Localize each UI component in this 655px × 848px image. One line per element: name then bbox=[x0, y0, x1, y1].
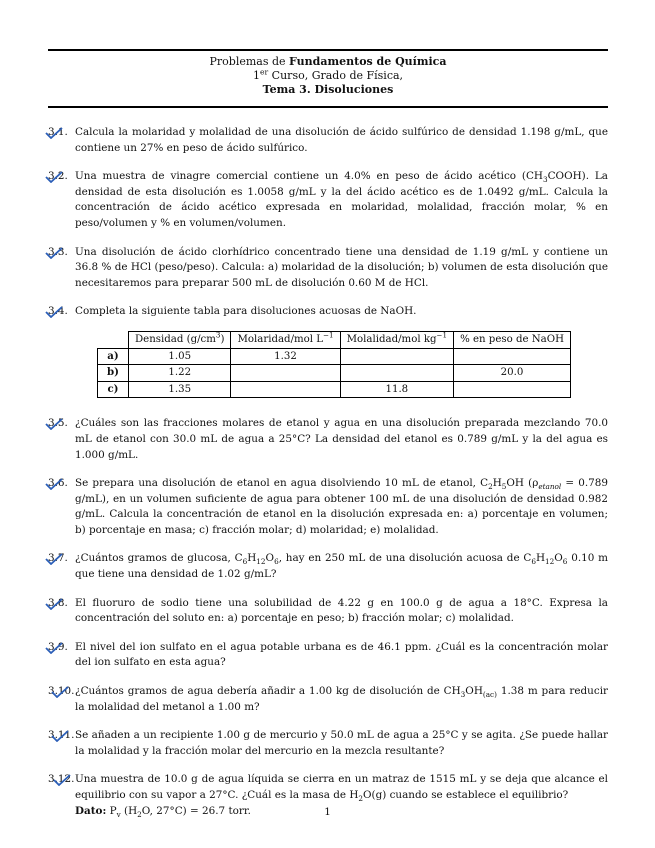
problem-3-7: 3.7. ¿Cuántos gramos de glucosa, $C_6H_{12}O_6$, hay en 250 mL de una disolución acuosa de $C_6H_{12}O_6$ 0.10 m que tiene una densidad de 1.02 g/mL? bbox=[48, 551, 608, 582]
column-header: Densidad $(g/cm^3)$ bbox=[129, 331, 231, 348]
problem-number: 3.6. bbox=[48, 477, 68, 490]
problem-3-10: 3.10. ¿Cuántos gramos de agua debería añadir a 1.00 kg de disolución de $CH_3OH_{(ac)}$ 1.38 m para reducir la molalidad del metanol a 1.00 m? bbox=[48, 685, 608, 713]
checkmark-icon bbox=[45, 478, 63, 490]
column-header: Molalidad/mol $kg^{-1}$ bbox=[340, 331, 453, 348]
header-top-rule bbox=[48, 49, 608, 51]
table-row: b) 1.22 20.0 bbox=[98, 365, 571, 382]
problem-3-3 bbox=[48, 245, 608, 292]
checkmark-icon bbox=[53, 774, 71, 786]
column-header: % en peso de NaOH bbox=[454, 331, 571, 348]
problem-text: Calcula la molaridad y molalidad de una disolución de ácido sulfúrico de densidad 1.198 g/mL, que contiene un 27% en peso de ácido sulfúrico. bbox=[75, 126, 608, 154]
year-line: 1er Curso, Grado de Física, bbox=[252, 67, 404, 82]
problem-number: 3.10. bbox=[48, 685, 75, 698]
problem-number: 3.7. bbox=[48, 552, 68, 565]
checkmark-icon bbox=[45, 598, 63, 610]
problem-3-5 bbox=[48, 416, 608, 463]
naoh-table bbox=[97, 331, 571, 398]
problem-3-6: 3.6. Se prepara una disolución de etanol en agua disolviendo 10 mL de etanol, $C_2H_5OH$ ($\rho_{etanol} = 0.789$ g/mL), en un volumen suficiente de agua para obtener 100 mL de una disolución de densidad 0.982 g/mL. Calcula la concentración de etanol en la disolución expresada en: a) porcentaje en volumen; b) porcentaje en masa; c) fracción molar; d) molaridad; e) molalidad. bbox=[48, 476, 608, 538]
problem-text: Se añaden a un recipiente 1.00 g de mercurio y 50.0 mL de agua a 25°C y se agita. ¿Se puede hallar la molalidad y la fracción molar del mercurio en la mezcla resultante? bbox=[75, 729, 608, 757]
problem-3-1 bbox=[48, 125, 608, 156]
problem-number: 3.9. bbox=[48, 640, 68, 653]
problem-number: 3.2. bbox=[48, 170, 68, 183]
problem-number: 3.5. bbox=[48, 417, 68, 430]
problem-number: 3.8. bbox=[48, 596, 68, 609]
checkmark-icon bbox=[45, 247, 63, 259]
checkmark-icon bbox=[45, 127, 63, 139]
document-header bbox=[48, 55, 608, 97]
problem-text: El fluoruro de sodio tiene una solubilidad de 4.22 g en 100.0 g de agua a 18°C. Expresa la concentración del soluto en: a) porcentaje en peso; b) fracción molar; c) molalidad. bbox=[75, 596, 608, 625]
problem-3-8 bbox=[48, 596, 608, 627]
page-number: 1 bbox=[324, 806, 331, 818]
problem-3-2: 3.2. Una muestra de vinagre comercial contiene un 4.0% en peso de ácido acético $(CH_3COOH)$. La densidad de esta disolución es 1.0058 g/mL y la del ácido acético es de 1.0492 g/mL. Calcula la concentración de ácido acético expresada en molaridad, molalidad, fracción molar, % en peso/volumen y % en volumen/volumen. bbox=[48, 169, 608, 231]
problem-number: 3.12. bbox=[48, 773, 75, 786]
problem-number: 3.11. bbox=[48, 729, 75, 742]
table-row: a) 1.05 1.32 bbox=[98, 348, 571, 365]
topic-title: Tema 3. Disoluciones bbox=[262, 83, 394, 96]
problem-text: ¿Cuáles son las fracciones molares de etanol y agua en una disolución preparada mezclando 70.0 mL de etanol con 30.0 mL de agua a 25°C? La densidad del etanol es 0.789 g/mL y la del agua es 1.000 g/mL. bbox=[75, 417, 608, 461]
problem-3-12: 3.12. Una muestra de 10.0 g de agua líquida se cierra en un matraz de 1515 mL y se deja que alcance el equilibrio con su vapor a 27°C. ¿Cuál es la masa de $H_2O(g)$ cuando se establece el equilibrio? Dato: $P_v$ ($H_2O$, 27°C) = 26.7 torr. bbox=[48, 773, 608, 819]
problem-text: Una disolución de ácido clorhídrico concentrado tiene una densidad de 1.19 g/mL y contiene un 36.8 % de HCl (peso/peso). Calcula: a) molaridad de la disolución; b) volumen de esta disolución que necesitaremos para preparar 500 mL de disolución 0.60 M de HCl. bbox=[75, 245, 608, 289]
checkmark-icon bbox=[51, 686, 69, 698]
checkmark-icon bbox=[45, 306, 63, 318]
checkmark-icon bbox=[45, 553, 63, 565]
checkmark-icon bbox=[45, 171, 63, 183]
problem-text: Completa la siguiente tabla para disoluciones acuosas de NaOH. bbox=[75, 305, 417, 318]
problem-number: 3.1. bbox=[48, 126, 68, 138]
column-header: Molaridad/mol $L^{-1}$ bbox=[231, 331, 340, 348]
problem-text: El nivel del ion sulfato en el agua potable urbana es de 46.1 ppm. ¿Cuál es la concentración molar del ion sulfato en esta agua? bbox=[75, 640, 608, 669]
header-bottom-rule bbox=[48, 106, 608, 108]
dato-label: Dato: bbox=[75, 804, 107, 817]
problem-number: 3.3. bbox=[48, 245, 68, 258]
table-header-row bbox=[98, 331, 571, 348]
problem-3-11 bbox=[48, 728, 608, 759]
problem-list bbox=[48, 125, 608, 832]
problem-3-4 bbox=[48, 304, 608, 398]
course-line: Problemas de Fundamentos de Química bbox=[209, 55, 447, 68]
checkmark-icon bbox=[45, 418, 63, 430]
checkmark-icon bbox=[51, 730, 69, 742]
problem-number: 3.4. bbox=[48, 305, 68, 318]
table-row: c) 1.35 11.8 bbox=[98, 381, 571, 398]
problem-3-9 bbox=[48, 640, 608, 671]
checkmark-icon bbox=[45, 642, 63, 654]
